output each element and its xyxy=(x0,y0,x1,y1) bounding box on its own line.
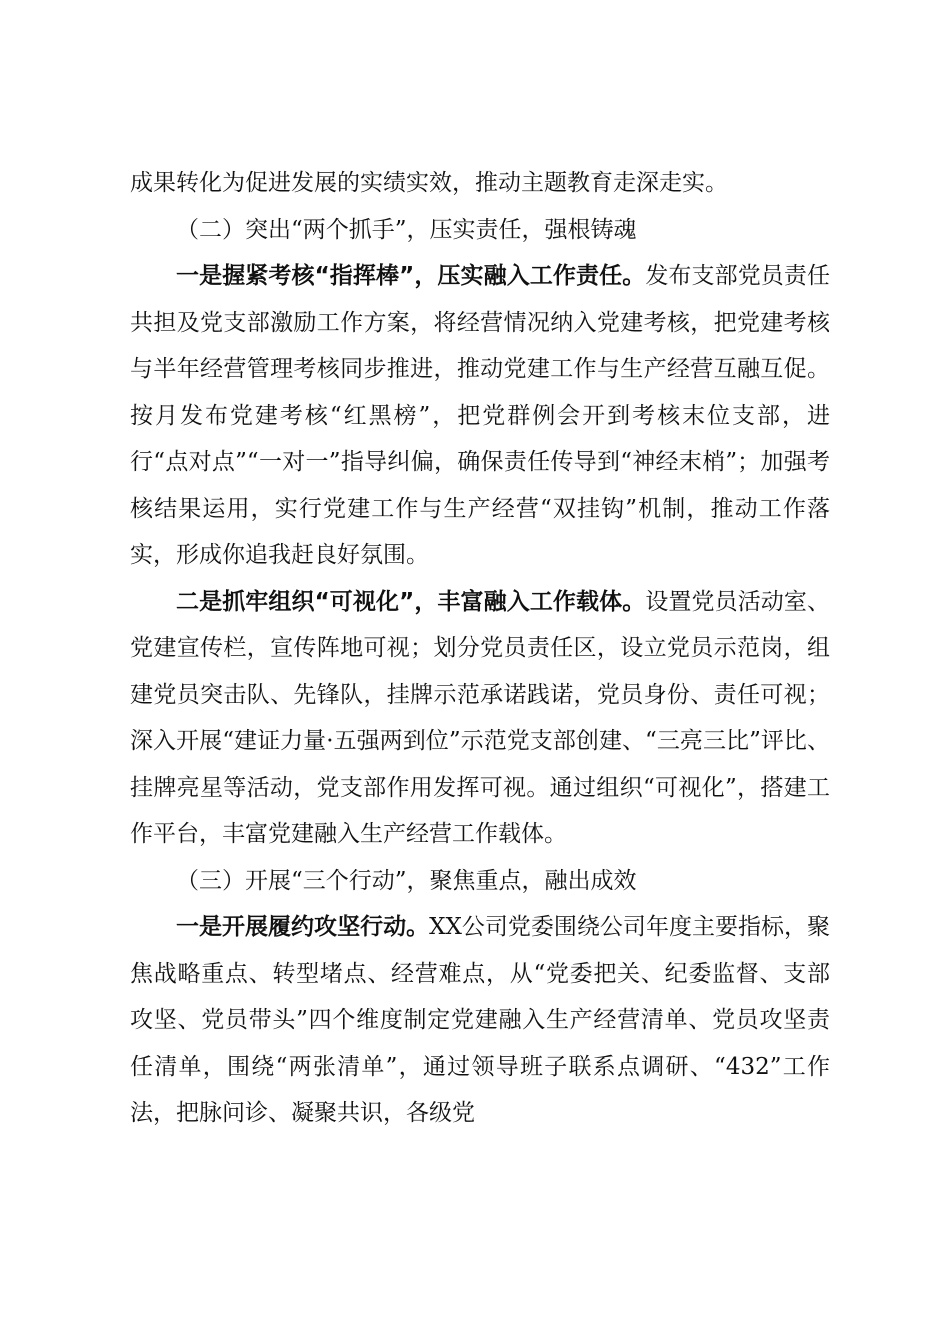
paragraph-text: XX公司党委围绕公司年度主要指标，聚焦战略重点、转型堵点、经营难点，从“党委把关、纪委监督、支部攻坚、党员带头”四个维度制定党建融入生产经营清单、党员攻坚责任清单，围绕“两张清单”，通过领导班子联系点调研、“432”工作法，把脉问诊、凝聚共识，各级党 xyxy=(130,914,831,1126)
paragraph-continuation xyxy=(130,160,830,207)
heading-text: （二）突出“两个抓手”，压实责任，强根铸魂 xyxy=(176,216,637,243)
document-body xyxy=(130,160,830,1137)
paragraph-lead: 一是握紧考核“指挥棒”，压实融入工作责任。 xyxy=(176,263,646,289)
paragraph-text: 设置党员活动室、党建宣传栏，宣传阵地可视；划分党员责任区，设立党员示范岗，组建党员突击队、先锋队，挂牌示范承诺践诺，党员身份、责任可视；深入开展“建证力量·五强两到位”示范党支部创建、“三亮三比”评比、挂牌亮星等活动，党支部作用发挥可视。通过组织“可视化”，搭建工作平台，丰富党建融入生产经营工作载体。 xyxy=(130,588,831,847)
paragraph-text: 成果转化为促进发展的实绩实效，推动主题教育走深走实。 xyxy=(130,170,728,196)
paragraph-assessment xyxy=(130,253,830,579)
section-heading-three xyxy=(130,858,830,905)
paragraph-visualization xyxy=(130,579,830,858)
paragraph-performance xyxy=(130,904,830,1137)
paragraph-lead: 二是抓牢组织“可视化”，丰富融入工作载体。 xyxy=(176,588,646,615)
paragraph-lead: 一是开展履约攻坚行动。 xyxy=(176,914,430,940)
section-heading-two xyxy=(130,207,830,254)
heading-text: （三）开展“三个行动”，聚焦重点，融出成效 xyxy=(176,867,637,894)
paragraph-text: 发布支部党员责任共担及党支部激励工作方案，将经营情况纳入党建考核，把党建考核与半年经营管理考核同步推进，推动党建工作与生产经营互融互促。按月发布党建考核“红黑榜”，把党群例会开到考核末位支部，进行“点对点”“一对一”指导纠偏，确保责任传导到“神经末梢”；加强考核结果运用，实行党建工作与生产经营“双挂钩”机制，推动工作落实，形成你追我赶良好氛围。 xyxy=(130,263,831,568)
